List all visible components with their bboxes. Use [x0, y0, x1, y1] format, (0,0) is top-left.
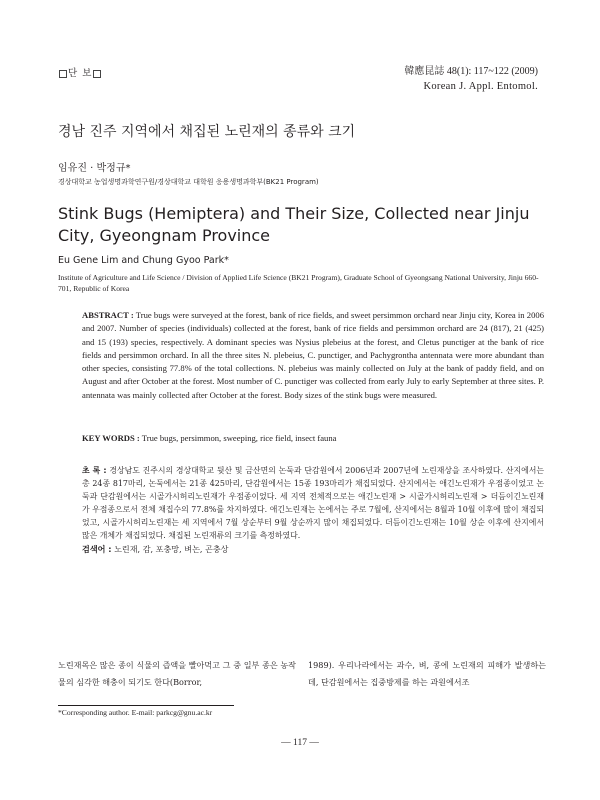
keywords-korean: [82, 544, 544, 555]
body-column-right: 1989). 우리나라에서는 과수, 벼, 콩에 노린재의 피해가 발생하는데, 단감원에서는 집중방제를 하는 과원에서조: [308, 660, 546, 687]
title-english: Stink Bugs (Hemiptera) and Their Size, Collected near Jinju City, Gyeongnam Province: [58, 204, 530, 245]
abstract-korean-label: 초 록 :: [82, 466, 107, 475]
footnote-divider: [58, 705, 234, 706]
page-number: — 117 —: [281, 738, 319, 748]
journal-ref-en: Korean J. Appl. Entomol.: [423, 81, 538, 92]
footnote: *Corresponding author. E-mail: parkcg@gnu.ac.kr: [58, 708, 213, 717]
journal-reference: [404, 64, 538, 94]
abstract-text: True bugs were surveyed at the forest, bank of rice fields, and sweet persimmon orchard near Jinju city, Korea in 2006 and 2007. Number of species (individuals) collected at the forest, bank of rice fields and persimmon orchard are 24 (817), 21 (425) and 15 (193) species, respectively. A dominant species was Nysius plebeius at the forest, and Cletus punctiger at the bank of rice fields and persimmon orchard. In all the three sites N. plebeius, C. punctiger, and Pachygrontha antennata were more abundant than other species, consisting 77.8% of the total collections. N. plebeius was mainly collected on July at the bank of paddy field, and on August and after October at the forest. Most number of C. punctiger was collected from early July to early September at three sites. P. antennata was mainly collected after October at the forest. Body sizes of the stink bugs were measured.: [82, 310, 544, 400]
keywords-korean-label: 검색어 :: [82, 544, 112, 554]
keywords-label: KEY WORDS :: [82, 433, 140, 443]
box-icon: [93, 70, 101, 78]
box-icon: [59, 70, 67, 78]
abstract-korean: [82, 464, 544, 542]
authors-english: Eu Gene Lim and Chung Gyoo Park*: [58, 255, 229, 266]
abstract-label: ABSTRACT :: [82, 310, 134, 320]
keywords: [82, 433, 544, 443]
abstract-korean-text: 경상남도 진주시의 경상대학교 뒷산 및 금산면의 논둑과 단감원에서 2006년과 2007년에 노린재상을 조사하였다. 산지에서는 총 24종 817마리, 논둑에서는 21종 425마리, 단감원에서는 15종 193마리가 채집되었다. 산지에서는 애긴노린재가 우점종이었고 논둑과 단감원에서는 시골가시허리노린재가 우점종이었다. 세 지역 전체적으로는 애긴노린재 > 시골가시허리노린재 > 더듬이긴노린재가 우점종으로서 전체 채집수의 77.8%를 차지하였다. 애긴노린재는 논에서는 주로 7월에, 산지에서는 8월과 10월 이후에 많이 채집되었고, 시골가시허리노린재는 세 지역에서 7월 상순부터 9월 상순까지 많이 채집되었다. 더듬이긴노린재는 10월 상순 이후에 산지에서 많은 개체가 채집되었다. 채집된 노린재류의 크기를 측정하였다.: [82, 466, 544, 540]
abstract: [82, 309, 544, 402]
body-column-left: 노린재목은 많은 종이 식물의 즙액을 빨아먹고 그 중 일부 종은 농작물의 심각한 해충이 되기도 한다(Borror,: [58, 660, 296, 687]
journal-ref-ko: 韓應昆誌 48(1): 117~122 (2009): [404, 66, 538, 77]
affiliation-english: Institute of Agriculture and Life Science / Division of Applied Life Science (BK21 Program), Graduate School of Gyeongsang National University, Jinju 660-701, Republic of Korea: [58, 273, 539, 293]
section-label: [58, 65, 102, 79]
keywords-text: True bugs, persimmon, sweeping, rice field, insect fauna: [141, 433, 337, 443]
keywords-korean-text: 노린재, 감, 포충망, 벼논, 곤충상: [114, 544, 229, 554]
authors-korean: 임유진 · 박정규*: [58, 163, 131, 174]
affiliation-korean: 경상대학교 농업생명과학연구원/경상대학교 대학원 응용생명과학부(BK21 Program): [58, 178, 319, 186]
title-korean: 경남 진주 지역에서 채집된 노린재의 종류와 크기: [58, 124, 356, 140]
section-label-text: 단 보: [68, 68, 93, 79]
